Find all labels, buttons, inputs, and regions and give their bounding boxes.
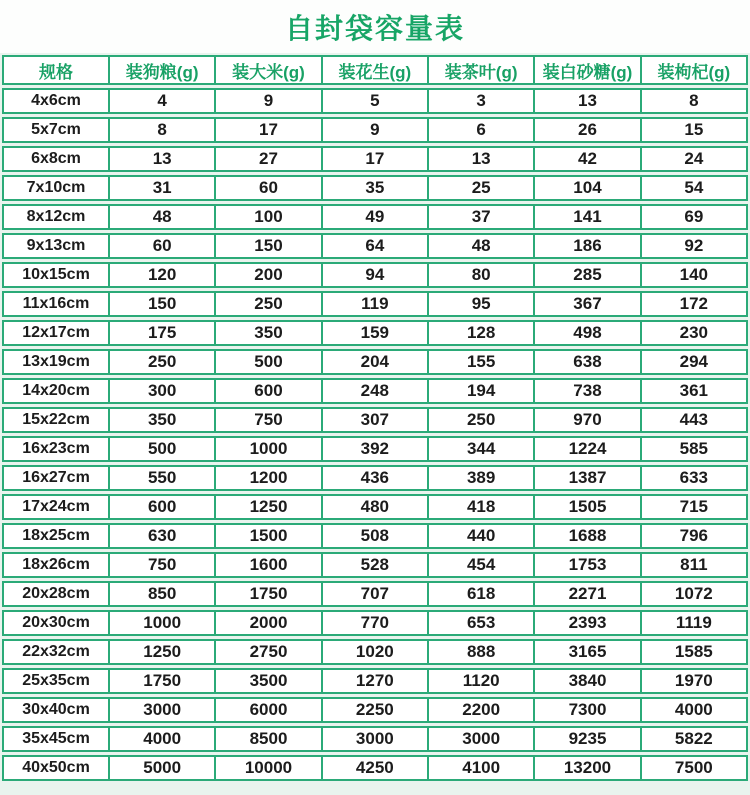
spec-cell: 35x45cm xyxy=(22,730,90,747)
value-cell: 888 xyxy=(427,641,533,663)
value-cell: 1270 xyxy=(321,670,427,692)
spec-cell: 15x22cm xyxy=(22,411,90,428)
spec-cell: 8x12cm xyxy=(26,208,86,225)
column-header: 装狗粮(g) xyxy=(108,57,214,83)
value-cell: 7500 xyxy=(640,757,746,779)
value-cell: 440 xyxy=(427,525,533,547)
spec-cell: 7x10cm xyxy=(26,179,86,196)
table-row xyxy=(2,291,748,317)
spec-cell: 11x16cm xyxy=(22,295,90,312)
table-row xyxy=(2,523,748,549)
value-cell: 350 xyxy=(108,409,214,431)
value-cell: 770 xyxy=(321,612,427,634)
value-cell: 300 xyxy=(108,380,214,402)
value-cell: 119 xyxy=(321,293,427,315)
table-row xyxy=(2,581,748,607)
value-cell: 5 xyxy=(321,90,427,112)
value-cell: 1600 xyxy=(214,554,320,576)
value-cell: 811 xyxy=(640,554,746,576)
value-cell: 1750 xyxy=(108,670,214,692)
table-row xyxy=(2,697,748,723)
spec-cell: 10x15cm xyxy=(22,266,90,283)
value-cell: 4000 xyxy=(108,728,214,750)
value-cell: 307 xyxy=(321,409,427,431)
value-cell: 3 xyxy=(427,90,533,112)
column-header: 装大米(g) xyxy=(214,57,320,83)
value-cell: 443 xyxy=(640,409,746,431)
value-cell: 970 xyxy=(533,409,639,431)
value-cell: 8 xyxy=(108,119,214,141)
title-bar xyxy=(0,0,750,53)
spec-cell: 22x32cm xyxy=(22,643,90,660)
value-cell: 5000 xyxy=(108,757,214,779)
column-header: 规格 xyxy=(39,62,73,82)
value-cell: 175 xyxy=(108,322,214,344)
table-row xyxy=(2,610,748,636)
value-cell: 350 xyxy=(214,322,320,344)
value-cell: 37 xyxy=(427,206,533,228)
value-cell: 120 xyxy=(108,264,214,286)
value-cell: 1120 xyxy=(427,670,533,692)
spec-cell: 13x19cm xyxy=(22,353,90,370)
table-row xyxy=(2,349,748,375)
value-cell: 550 xyxy=(108,467,214,489)
spec-cell: 40x50cm xyxy=(22,759,90,776)
value-cell: 69 xyxy=(640,206,746,228)
value-cell: 508 xyxy=(321,525,427,547)
value-cell: 60 xyxy=(214,177,320,199)
value-cell: 25 xyxy=(427,177,533,199)
value-cell: 1200 xyxy=(214,467,320,489)
value-cell: 498 xyxy=(533,322,639,344)
value-cell: 618 xyxy=(427,583,533,605)
value-cell: 2750 xyxy=(214,641,320,663)
value-cell: 361 xyxy=(640,380,746,402)
column-header: 装茶叶(g) xyxy=(427,57,533,83)
value-cell: 528 xyxy=(321,554,427,576)
value-cell: 1250 xyxy=(108,641,214,663)
value-cell: 6 xyxy=(427,119,533,141)
value-cell: 1000 xyxy=(214,438,320,460)
value-cell: 194 xyxy=(427,380,533,402)
value-cell: 389 xyxy=(427,467,533,489)
table-body xyxy=(2,88,748,781)
value-cell: 31 xyxy=(108,177,214,199)
table-row xyxy=(2,755,748,781)
value-cell: 24 xyxy=(640,148,746,170)
value-cell: 630 xyxy=(108,525,214,547)
value-cell: 1505 xyxy=(533,496,639,518)
table-row xyxy=(2,726,748,752)
value-cell: 633 xyxy=(640,467,746,489)
column-header: 装白砂糖(g) xyxy=(533,57,639,83)
value-cell: 15 xyxy=(640,119,746,141)
table-row xyxy=(2,552,748,578)
value-cell: 1000 xyxy=(108,612,214,634)
value-cell: 750 xyxy=(108,554,214,576)
table-row xyxy=(2,175,748,201)
value-cell: 850 xyxy=(108,583,214,605)
value-cell: 1585 xyxy=(640,641,746,663)
value-cell: 3500 xyxy=(214,670,320,692)
value-cell: 4100 xyxy=(427,757,533,779)
value-cell: 4 xyxy=(108,90,214,112)
value-cell: 140 xyxy=(640,264,746,286)
value-cell: 150 xyxy=(108,293,214,315)
value-cell: 715 xyxy=(640,496,746,518)
value-cell: 172 xyxy=(640,293,746,315)
value-cell: 2200 xyxy=(427,699,533,721)
value-cell: 186 xyxy=(533,235,639,257)
table-row xyxy=(2,88,748,114)
table-row xyxy=(2,407,748,433)
table-row xyxy=(2,233,748,259)
value-cell: 2393 xyxy=(533,612,639,634)
spec-cell: 6x8cm xyxy=(31,150,81,167)
value-cell: 600 xyxy=(214,380,320,402)
value-cell: 64 xyxy=(321,235,427,257)
value-cell: 1119 xyxy=(640,612,746,634)
table-row xyxy=(2,639,748,665)
value-cell: 155 xyxy=(427,351,533,373)
spec-cell: 18x26cm xyxy=(22,556,90,573)
value-cell: 3000 xyxy=(427,728,533,750)
spec-cell: 5x7cm xyxy=(31,121,81,138)
value-cell: 1020 xyxy=(321,641,427,663)
spec-cell: 4x6cm xyxy=(31,92,81,109)
value-cell: 2271 xyxy=(533,583,639,605)
value-cell: 392 xyxy=(321,438,427,460)
spec-cell: 20x28cm xyxy=(22,585,90,602)
table-row xyxy=(2,494,748,520)
value-cell: 500 xyxy=(108,438,214,460)
value-cell: 94 xyxy=(321,264,427,286)
value-cell: 2000 xyxy=(214,612,320,634)
value-cell: 2250 xyxy=(321,699,427,721)
value-cell: 13 xyxy=(108,148,214,170)
value-cell: 1072 xyxy=(640,583,746,605)
value-cell: 1753 xyxy=(533,554,639,576)
table-row xyxy=(2,204,748,230)
value-cell: 54 xyxy=(640,177,746,199)
table-row xyxy=(2,262,748,288)
table-row xyxy=(2,378,748,404)
value-cell: 3000 xyxy=(108,699,214,721)
value-cell: 35 xyxy=(321,177,427,199)
page-title: 自封袋容量表 xyxy=(284,13,465,44)
spec-cell: 25x35cm xyxy=(22,672,90,689)
value-cell: 1224 xyxy=(533,438,639,460)
spec-cell: 17x24cm xyxy=(22,498,90,515)
value-cell: 48 xyxy=(108,206,214,228)
spec-cell: 16x27cm xyxy=(22,469,90,486)
value-cell: 585 xyxy=(640,438,746,460)
spec-cell: 20x30cm xyxy=(22,614,90,631)
value-cell: 26 xyxy=(533,119,639,141)
value-cell: 9 xyxy=(214,90,320,112)
value-cell: 141 xyxy=(533,206,639,228)
value-cell: 5822 xyxy=(640,728,746,750)
value-cell: 480 xyxy=(321,496,427,518)
value-cell: 653 xyxy=(427,612,533,634)
value-cell: 500 xyxy=(214,351,320,373)
value-cell: 8500 xyxy=(214,728,320,750)
value-cell: 49 xyxy=(321,206,427,228)
value-cell: 8 xyxy=(640,90,746,112)
value-cell: 285 xyxy=(533,264,639,286)
value-cell: 1970 xyxy=(640,670,746,692)
value-cell: 27 xyxy=(214,148,320,170)
value-cell: 10000 xyxy=(214,757,320,779)
column-header: 装花生(g) xyxy=(321,57,427,83)
value-cell: 42 xyxy=(533,148,639,170)
value-cell: 92 xyxy=(640,235,746,257)
value-cell: 250 xyxy=(214,293,320,315)
value-cell: 9 xyxy=(321,119,427,141)
spec-cell: 30x40cm xyxy=(22,701,90,718)
capacity-table xyxy=(2,55,748,781)
value-cell: 1500 xyxy=(214,525,320,547)
value-cell: 100 xyxy=(214,206,320,228)
spec-cell: 12x17cm xyxy=(22,324,90,341)
value-cell: 159 xyxy=(321,322,427,344)
value-cell: 128 xyxy=(427,322,533,344)
value-cell: 6000 xyxy=(214,699,320,721)
value-cell: 738 xyxy=(533,380,639,402)
value-cell: 13 xyxy=(533,90,639,112)
value-cell: 750 xyxy=(214,409,320,431)
value-cell: 60 xyxy=(108,235,214,257)
value-cell: 454 xyxy=(427,554,533,576)
value-cell: 1688 xyxy=(533,525,639,547)
table-row xyxy=(2,436,748,462)
table-row xyxy=(2,320,748,346)
value-cell: 367 xyxy=(533,293,639,315)
value-cell: 200 xyxy=(214,264,320,286)
spec-cell: 9x13cm xyxy=(26,237,86,254)
value-cell: 4000 xyxy=(640,699,746,721)
table-row xyxy=(2,117,748,143)
spec-cell: 14x20cm xyxy=(22,382,90,399)
value-cell: 17 xyxy=(214,119,320,141)
value-cell: 7300 xyxy=(533,699,639,721)
value-cell: 638 xyxy=(533,351,639,373)
value-cell: 250 xyxy=(108,351,214,373)
spec-cell: 18x25cm xyxy=(22,527,90,544)
value-cell: 250 xyxy=(427,409,533,431)
table-row xyxy=(2,668,748,694)
value-cell: 80 xyxy=(427,264,533,286)
value-cell: 3165 xyxy=(533,641,639,663)
value-cell: 9235 xyxy=(533,728,639,750)
value-cell: 17 xyxy=(321,148,427,170)
value-cell: 13 xyxy=(427,148,533,170)
value-cell: 248 xyxy=(321,380,427,402)
value-cell: 104 xyxy=(533,177,639,199)
value-cell: 1250 xyxy=(214,496,320,518)
spec-cell: 16x23cm xyxy=(22,440,90,457)
value-cell: 3840 xyxy=(533,670,639,692)
value-cell: 13200 xyxy=(533,757,639,779)
value-cell: 1750 xyxy=(214,583,320,605)
value-cell: 418 xyxy=(427,496,533,518)
table-header-row xyxy=(2,55,748,85)
value-cell: 204 xyxy=(321,351,427,373)
value-cell: 3000 xyxy=(321,728,427,750)
table-row xyxy=(2,465,748,491)
value-cell: 150 xyxy=(214,235,320,257)
value-cell: 707 xyxy=(321,583,427,605)
value-cell: 95 xyxy=(427,293,533,315)
value-cell: 344 xyxy=(427,438,533,460)
value-cell: 48 xyxy=(427,235,533,257)
value-cell: 4250 xyxy=(321,757,427,779)
value-cell: 600 xyxy=(108,496,214,518)
value-cell: 1387 xyxy=(533,467,639,489)
value-cell: 294 xyxy=(640,351,746,373)
value-cell: 796 xyxy=(640,525,746,547)
column-header: 装枸杞(g) xyxy=(640,57,746,83)
value-cell: 436 xyxy=(321,467,427,489)
value-cell: 230 xyxy=(640,322,746,344)
table-row xyxy=(2,146,748,172)
